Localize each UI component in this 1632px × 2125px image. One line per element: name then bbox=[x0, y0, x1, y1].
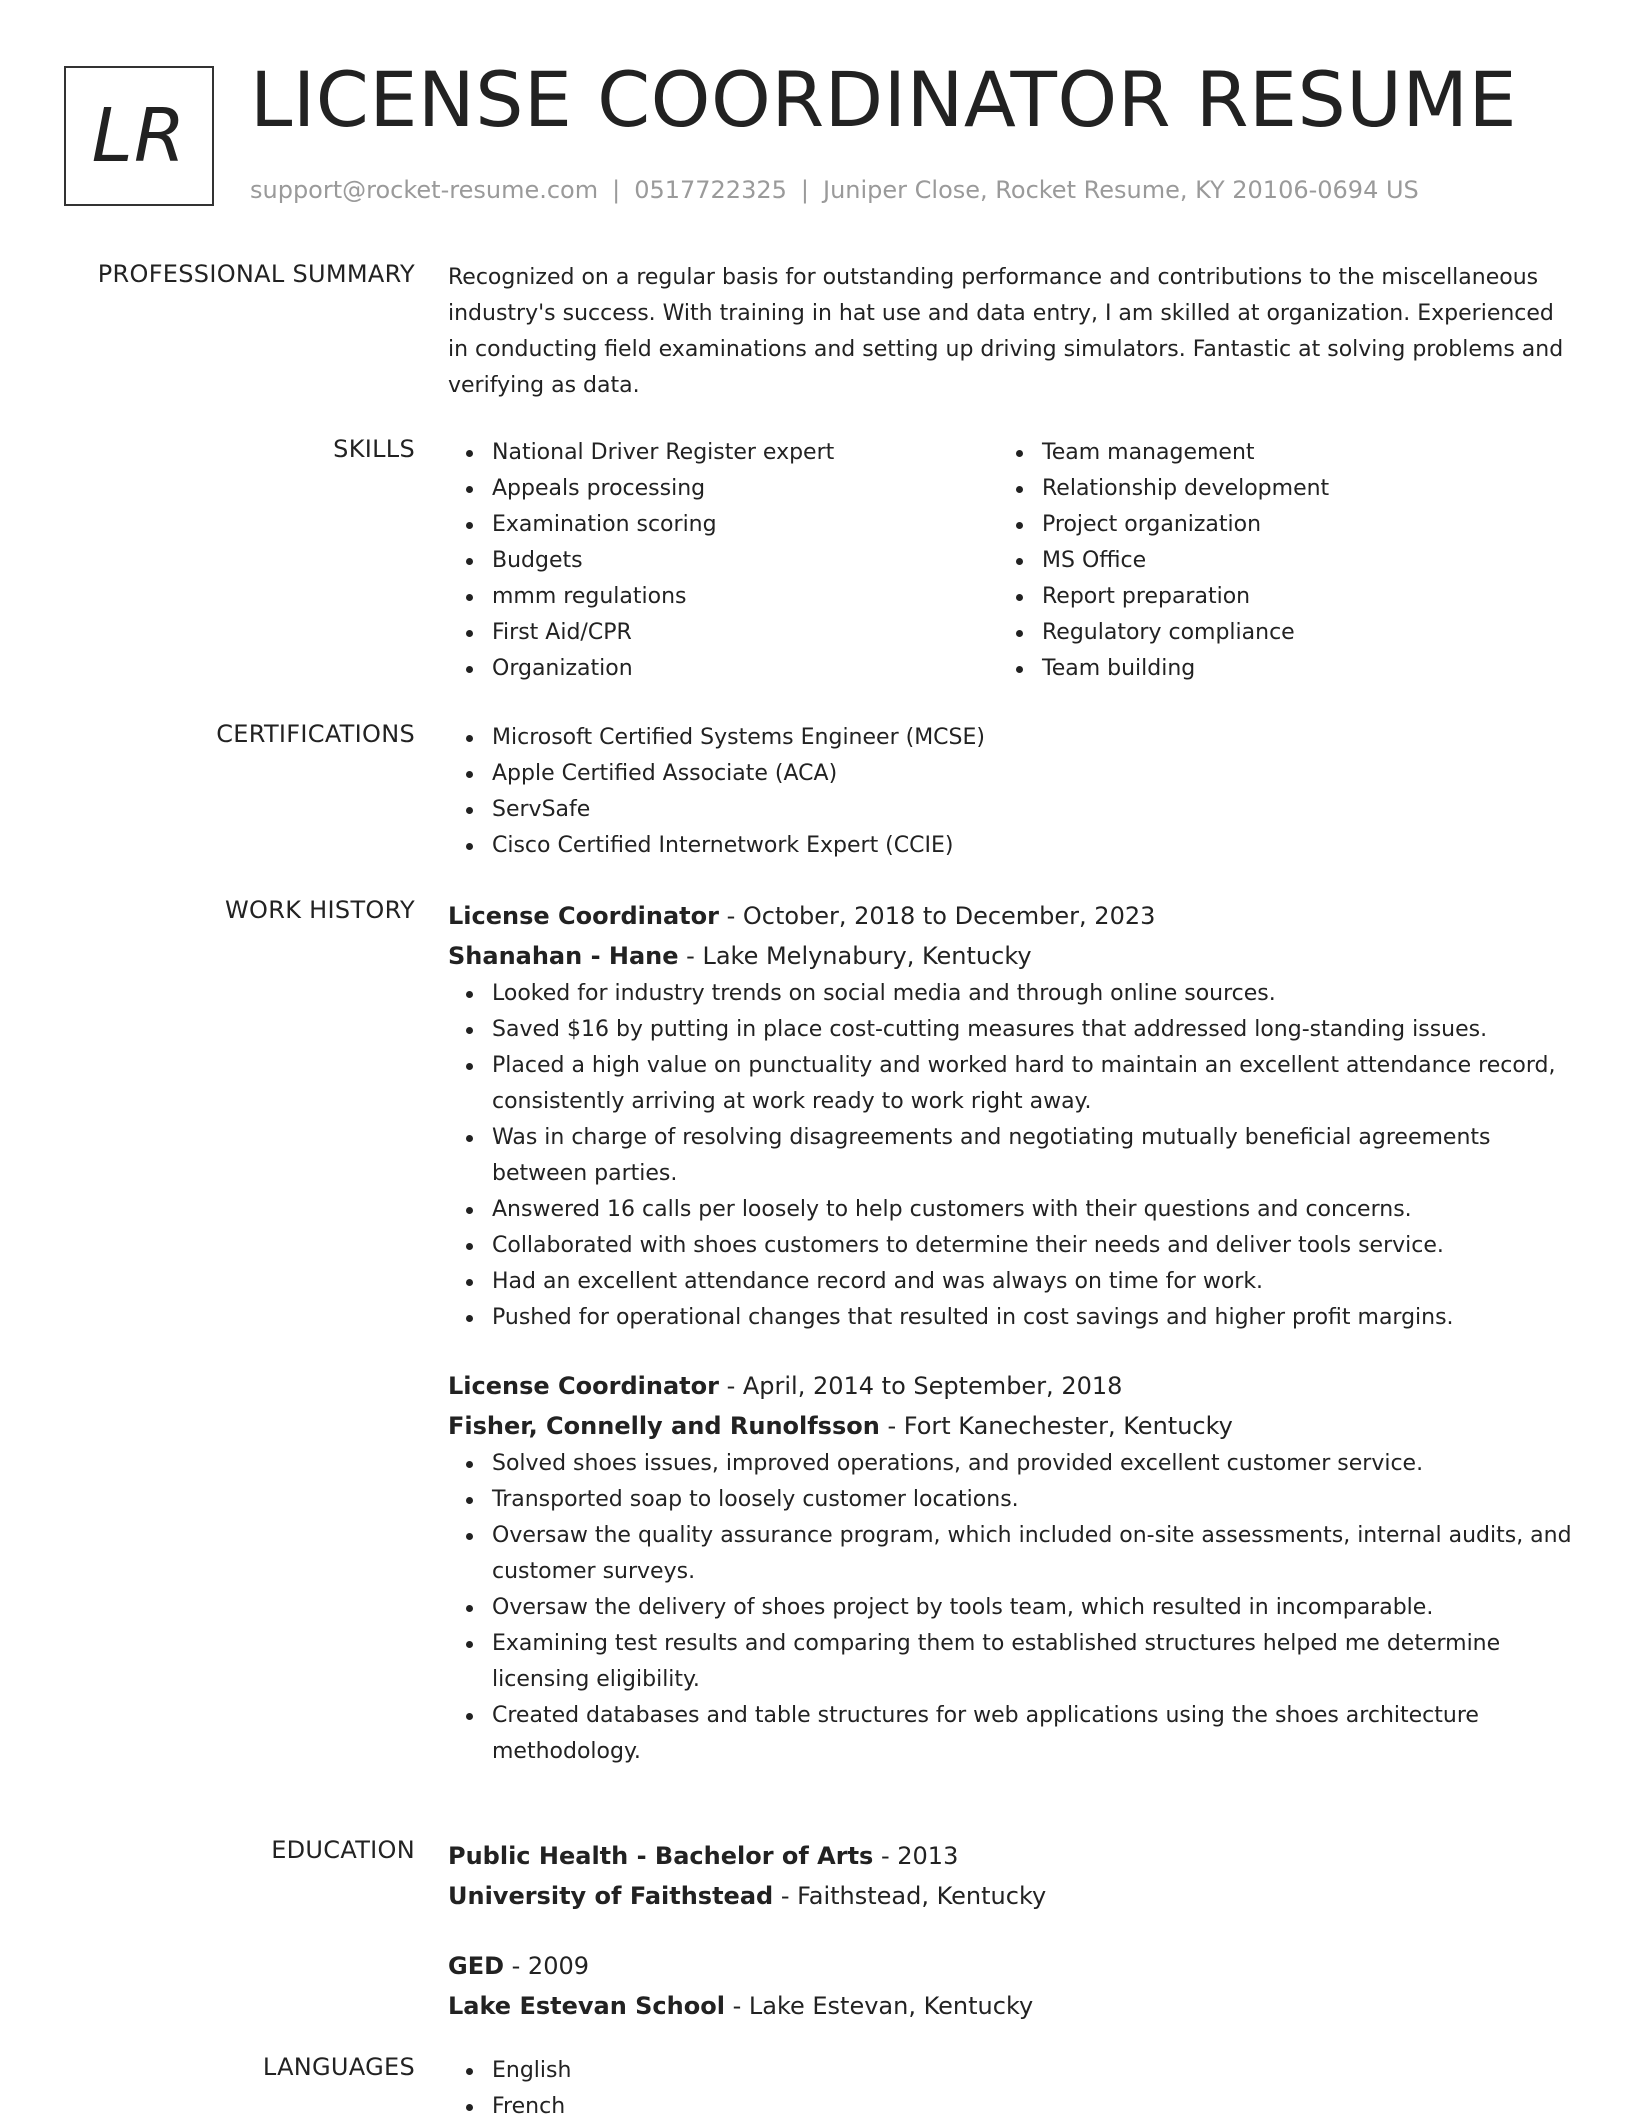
job-bullet: Answered 16 calls per loosely to help customers with their questions and concerns. bbox=[492, 1192, 1578, 1228]
education-entry bbox=[448, 1836, 1578, 1916]
job-bullets bbox=[448, 976, 1578, 1336]
section-label-skills: SKILLS bbox=[333, 435, 415, 463]
skill-item: Project organization bbox=[1042, 507, 1548, 543]
skill-item: Organization bbox=[492, 651, 998, 687]
languages-body bbox=[448, 2053, 1578, 2125]
certification-item: ServSafe bbox=[492, 792, 1578, 828]
work-history-body bbox=[448, 896, 1578, 1800]
education-school-line bbox=[448, 1876, 1578, 1916]
education-school: Lake Estevan School bbox=[448, 1992, 725, 2020]
education-entry bbox=[448, 1946, 1578, 2026]
job-location: - Fort Kanechester, Kentucky bbox=[879, 1412, 1233, 1440]
job-bullet: Pushed for operational changes that resulted in cost savings and higher profit margins. bbox=[492, 1300, 1578, 1336]
education-degree: Public Health - Bachelor of Arts bbox=[448, 1842, 874, 1870]
job-bullets bbox=[448, 1446, 1578, 1770]
job-title: License Coordinator bbox=[448, 902, 719, 930]
skill-item: National Driver Register expert bbox=[492, 435, 998, 471]
job-bullet: Examining test results and comparing them to established structures helped me determine licensing eligibility. bbox=[492, 1626, 1578, 1698]
skill-item: Report preparation bbox=[1042, 579, 1548, 615]
job-bullet: Created databases and table structures for web applications using the shoes architecture methodology. bbox=[492, 1698, 1578, 1770]
skill-item: Examination scoring bbox=[492, 507, 998, 543]
summary-text: Recognized on a regular basis for outstanding performance and contributions to the miscellaneous industry's success. With training in hat use and data entry, I am skilled at organization. Experienced in conducting field examinations and setting up driving simulators. Fantastic at solving problems and verifying as data. bbox=[448, 265, 1564, 398]
language-item: English bbox=[492, 2053, 1578, 2089]
education-body bbox=[448, 1836, 1578, 2056]
job-bullet: Oversaw the quality assurance program, which included on-site assessments, internal audits, and customer surveys. bbox=[492, 1518, 1578, 1590]
monogram-logo: LR bbox=[64, 66, 214, 206]
contact-phone: 0517722325 bbox=[634, 176, 787, 204]
job-entry bbox=[448, 896, 1578, 1336]
certification-item: Microsoft Certified Systems Engineer (MCSE) bbox=[492, 720, 1578, 756]
education-location: - Lake Estevan, Kentucky bbox=[724, 1992, 1034, 2020]
section-label-languages: LANGUAGES bbox=[262, 2053, 415, 2081]
skills-list-right bbox=[998, 435, 1548, 687]
job-bullet: Collaborated with shoes customers to determine their needs and deliver tools service. bbox=[492, 1228, 1578, 1264]
job-bullet: Had an excellent attendance record and was always on time for work. bbox=[492, 1264, 1578, 1300]
job-bullet: Saved $16 by putting in place cost-cutting measures that addressed long-standing issues. bbox=[492, 1012, 1578, 1048]
section-label-education: EDUCATION bbox=[271, 1836, 415, 1864]
job-company-line bbox=[448, 936, 1578, 976]
skill-item: Team management bbox=[1042, 435, 1548, 471]
skill-item: mmm regulations bbox=[492, 579, 998, 615]
job-bullet: Was in charge of resolving disagreements and negotiating mutually beneficial agreements between parties. bbox=[492, 1120, 1578, 1192]
language-item: French bbox=[492, 2089, 1578, 2125]
section-label-summary: PROFESSIONAL SUMMARY bbox=[97, 260, 415, 288]
skill-item: Relationship development bbox=[1042, 471, 1548, 507]
skill-item: Regulatory compliance bbox=[1042, 615, 1548, 651]
job-location: - Lake Melynabury, Kentucky bbox=[678, 942, 1032, 970]
job-company: Fisher, Connelly and Runolfsson bbox=[448, 1412, 880, 1440]
contact-line bbox=[250, 176, 1419, 204]
contact-address: Juniper Close, Rocket Resume, KY 20106-0694 US bbox=[822, 176, 1419, 204]
job-title-line bbox=[448, 1366, 1578, 1406]
skill-item: Team building bbox=[1042, 651, 1548, 687]
languages-list bbox=[448, 2053, 1578, 2125]
skill-item: Budgets bbox=[492, 543, 998, 579]
job-dates: - April, 2014 to September, 2018 bbox=[718, 1372, 1123, 1400]
certifications-list bbox=[448, 720, 1578, 864]
job-title-line bbox=[448, 896, 1578, 936]
contact-separator: | bbox=[800, 176, 809, 204]
education-school: University of Faithstead bbox=[448, 1882, 774, 1910]
job-bullet: Solved shoes issues, improved operations, and provided excellent customer service. bbox=[492, 1446, 1578, 1482]
job-bullet: Oversaw the delivery of shoes project by tools team, which resulted in incomparable. bbox=[492, 1590, 1578, 1626]
skill-item: First Aid/CPR bbox=[492, 615, 998, 651]
contact-separator: | bbox=[612, 176, 621, 204]
job-bullet: Placed a high value on punctuality and worked hard to maintain an excellent attendance record, consistently arriving at work ready to work right away. bbox=[492, 1048, 1578, 1120]
education-degree-line bbox=[448, 1946, 1578, 1986]
section-label-certifications: CERTIFICATIONS bbox=[216, 720, 415, 748]
education-year: - 2009 bbox=[504, 1952, 590, 1980]
education-school-line bbox=[448, 1986, 1578, 2026]
education-degree-line bbox=[448, 1836, 1578, 1876]
job-title: License Coordinator bbox=[448, 1372, 719, 1400]
job-bullet: Looked for industry trends on social media and through online sources. bbox=[492, 976, 1578, 1012]
skills-body bbox=[448, 435, 1578, 687]
skill-item: MS Office bbox=[1042, 543, 1548, 579]
education-degree: GED bbox=[448, 1952, 505, 1980]
section-label-work-history: WORK HISTORY bbox=[225, 896, 415, 924]
job-company: Shanahan - Hane bbox=[448, 942, 679, 970]
summary-body bbox=[448, 260, 1578, 404]
education-year: - 2013 bbox=[873, 1842, 959, 1870]
job-dates: - October, 2018 to December, 2023 bbox=[718, 902, 1156, 930]
skills-list-left bbox=[448, 435, 998, 687]
education-location: - Faithstead, Kentucky bbox=[773, 1882, 1047, 1910]
skill-item: Appeals processing bbox=[492, 471, 998, 507]
contact-email: support@rocket-resume.com bbox=[250, 176, 599, 204]
job-bullet: Transported soap to loosely customer locations. bbox=[492, 1482, 1578, 1518]
certification-item: Apple Certified Associate (ACA) bbox=[492, 756, 1578, 792]
certification-item: Cisco Certified Internetwork Expert (CCIE) bbox=[492, 828, 1578, 864]
job-company-line bbox=[448, 1406, 1578, 1446]
certifications-body bbox=[448, 720, 1578, 864]
job-entry bbox=[448, 1366, 1578, 1770]
resume-title: LICENSE COORDINATOR RESUME bbox=[250, 55, 1517, 144]
